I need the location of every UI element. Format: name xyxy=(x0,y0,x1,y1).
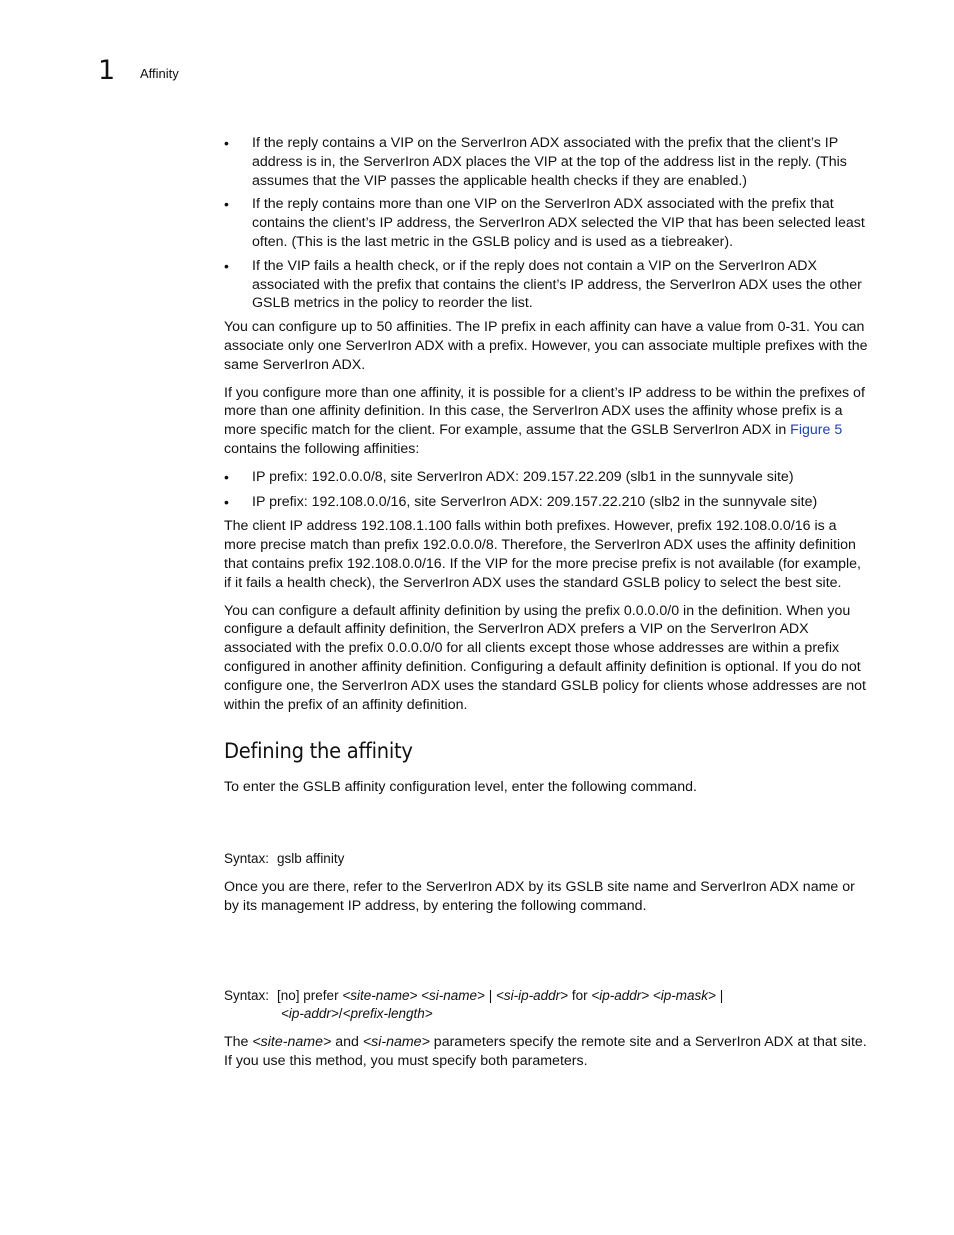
syntax-gslb-affinity xyxy=(224,850,869,869)
spacer xyxy=(224,869,869,878)
bullet-list-prefixes xyxy=(224,468,869,512)
paragraph-text: If you configure more than one affinity, it is possible for a client’s IP address to be within the prefixes of more than one affinity definition. In this case, the ServerIron ADX uses the affinity whose prefix is a more specific match for the client. For example, assume that the GSLB ServerIron ADX in xyxy=(224,384,865,439)
paragraph-text: parameters specify the remote site and a ServerIron ADX at that site. If you use this method, you must specify both parameters. xyxy=(224,1034,867,1069)
bullet-text: IP prefix: 192.0.0.0/8, site ServerIron ADX: 209.157.22.209 (slb1 in the sunnyvale site) xyxy=(252,468,794,485)
syntax-param-ip-mask: <ip-mask> xyxy=(652,987,716,1003)
list-item xyxy=(224,493,869,512)
syntax-keyword-for: for xyxy=(571,987,588,1003)
bullet-text: If the reply contains a VIP on the ServerIron ADX associated with the prefix that the client’s IP address is in, the ServerIron ADX places the VIP at the top of the address list in the reply. (This assumes that the VIP passes the applicable health checks if they are enabled.) xyxy=(252,135,847,189)
bullet-icon: • xyxy=(224,493,229,510)
syntax-command: gslb affinity xyxy=(277,851,345,867)
syntax-pipe: | xyxy=(719,987,724,1003)
syntax-param-prefix-length: <prefix-length> xyxy=(342,1006,433,1022)
bullet-icon: • xyxy=(224,196,229,213)
chapter-title: Affinity xyxy=(140,66,179,81)
paragraph-multiple-affinities xyxy=(224,384,869,459)
paragraph-precise-match: The client IP address 192.108.1.100 falls within both prefixes. However, prefix 192.108.0.0/16 is a more precise match than prefix 192.0.0.0/8. Therefore, the ServerIron ADX uses the affinity definition that contains prefix 192.108.0.0/16. If the VIP for the more precise prefix is not available (for example, if it fails a health check), the ServerIron ADX uses the standard GSLB policy to select the best site. xyxy=(224,518,861,591)
syntax-slash: / xyxy=(338,1006,343,1022)
chapter-number: 1 xyxy=(98,55,116,86)
paragraph-text: contains the following affinities: xyxy=(224,440,420,457)
syntax-param-si-name: <si-name> xyxy=(421,987,485,1003)
syntax-param-ip-addr: <ip-addr> xyxy=(281,1006,339,1022)
syntax-label: Syntax: xyxy=(224,987,270,1003)
syntax-param-si-ip-addr: <si-ip-addr> xyxy=(496,987,569,1003)
bullet-text: IP prefix: 192.108.0.0/16, site ServerIron ADX: 209.157.22.210 (slb2 in the sunnyvale site) xyxy=(252,493,818,510)
paragraph-default-affinity: You can configure a default affinity definition by using the prefix 0.0.0.0/0 in the definition. When you configure a default affinity definition, the ServerIron ADX prefers a VIP on the ServerIron ADX associated with the prefix 0.0.0.0/0 for all clients except those whose addresses are within a prefix configured in another affinity definition. Configuring a default affinity definition is optional. If you do not configure one, the ServerIron ADX uses the standard GSLB policy for clients whose addresses are not within the prefix of an affinity definition. xyxy=(224,602,866,713)
page-content xyxy=(224,134,869,1080)
syntax-param-site-name: <site-name> xyxy=(342,987,418,1003)
spacer xyxy=(224,806,869,850)
bullet-icon: • xyxy=(224,468,229,485)
section-heading: Defining the affinity xyxy=(224,739,413,764)
spacer xyxy=(224,925,869,987)
syntax-param-ip-addr: <ip-addr> xyxy=(591,987,650,1003)
list-item xyxy=(224,468,869,487)
bullet-icon: • xyxy=(224,257,229,274)
list-item xyxy=(224,134,869,190)
syntax-indent xyxy=(224,1006,281,1021)
bullet-text: If the reply contains more than one VIP on the ServerIron ADX associated with the prefix that contains the client’s IP address, the ServerIron ADX selected the VIP that has been selected least often. (This is the last metric in the GSLB policy and is used as a tiebreaker). xyxy=(252,196,865,250)
syntax-keyword-prefer: [no] prefer xyxy=(277,987,339,1003)
list-item xyxy=(224,257,869,313)
paragraph-affinity-limits: You can configure up to 50 affinities. The IP prefix in each affinity can have a value from 0-31. You can associate only one ServerIron ADX with a prefix. However, you can associate multiple prefixes with the same ServerIron ADX. xyxy=(224,319,868,373)
syntax-label: Syntax: xyxy=(224,851,270,867)
figure-5-link[interactable]: Figure 5 xyxy=(790,422,843,439)
bullet-text: If the VIP fails a health check, or if the reply does not contain a VIP on the ServerIron ADX associated with the prefix that contains the client’s IP address, the ServerIron ADX uses the other GSLB metrics in the policy to reorder the list. xyxy=(252,257,862,312)
list-item xyxy=(224,195,869,251)
bullet-icon: • xyxy=(224,135,229,151)
param-site-name: <site-name> xyxy=(252,1034,332,1051)
syntax-prefer xyxy=(224,987,869,1025)
paragraph-text: and xyxy=(331,1034,363,1051)
syntax-pipe: | xyxy=(488,987,493,1003)
paragraph-text: The xyxy=(224,1034,253,1051)
paragraph-parameters xyxy=(224,1033,869,1071)
param-si-name: <si-name> xyxy=(362,1034,430,1051)
paragraph-refer-serveriron: Once you are there, refer to the ServerIron ADX by its GSLB site name and ServerIron ADX name or by its management IP address, by entering the following command. xyxy=(224,878,855,914)
paragraph-enter-config: To enter the GSLB affinity configuration level, enter the following command. xyxy=(224,779,697,796)
bullet-list-reply-rules xyxy=(224,134,869,313)
spacer xyxy=(224,1024,869,1033)
